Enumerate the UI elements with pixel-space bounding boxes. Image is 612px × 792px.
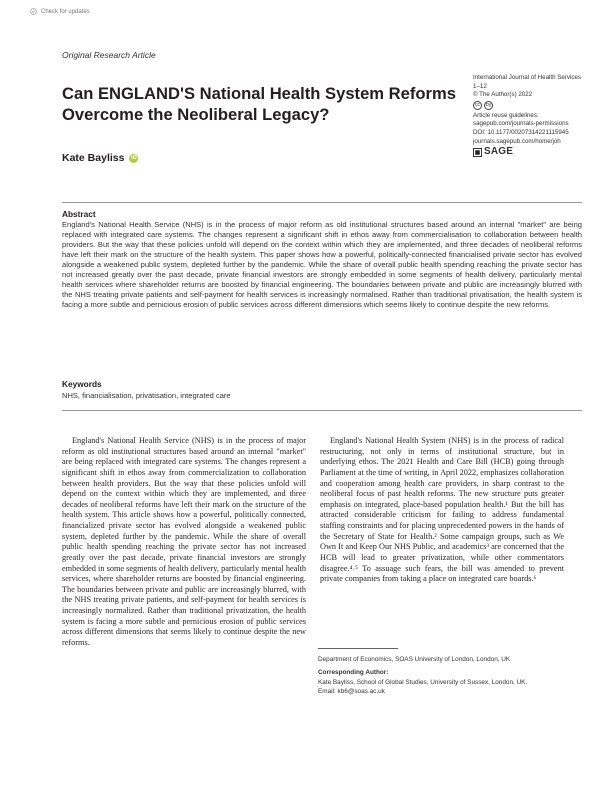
- footnote-rule: [318, 648, 398, 649]
- abstract-heading: Abstract: [62, 209, 96, 219]
- journal-info: [473, 74, 583, 157]
- body-column-left: England's National Health Service (NHS) is in the process of major reform as old institutional structures based around an internal "market" are being replaced with integrated care systems. The changes represent a significant shift in ethos away from commercialization to collaboration between health providers. But the way that these policies unfold will depend on the context within which they are implemented, and three decades of neoliberal reforms have left their mark on the structure of the health system. This article shows how a powerful, politically connected, financialized private sector has evolved alongside a weakened public system, depleted further by the pandemic. While the share of overall public health spending reaching the private sector has not increased greatly over the past decade, private financial investors are strongly embedded in some segments of health delivery, particularly mental health services, where shareholder returns are boosted by financial engineering. The boundaries between private and public are increasingly blurred, with the NHS treating private patients, and self-payment for health services is increasingly normalized. Rather than traditional privatization, the health system is facing a more subtle and pernicious erosion of public services across different dimensions that seems likely to continue despite the new reforms.: [62, 436, 306, 647]
- author: [62, 152, 138, 164]
- reuse-label: Article reuse guidelines:: [473, 111, 539, 119]
- keywords-heading: Keywords: [62, 379, 102, 389]
- update-badge-icon: [30, 8, 37, 15]
- copyright: © The Author(s) 2022: [473, 91, 533, 99]
- corresponding-author-email[interactable]: Email: kb6@soas.ac.uk: [318, 687, 385, 695]
- abstract-bottom-rule: [62, 410, 582, 411]
- by-icon: by: [485, 101, 492, 108]
- permissions-link[interactable]: sagepub.com/journals-permissions: [473, 120, 569, 128]
- keywords-text: NHS, financialisation, privatisation, integrated care: [62, 391, 231, 400]
- article-type: Original Research Article: [62, 50, 156, 60]
- journal-home-link[interactable]: journals.sagepub.com/home/joh: [473, 137, 561, 145]
- update-badge-label: Check for updates: [41, 8, 90, 15]
- footnotes: [318, 655, 582, 696]
- sage-logo: [473, 148, 583, 157]
- check-for-updates-badge[interactable]: [30, 8, 90, 15]
- corresponding-author-address: Kate Bayliss, School of Global Studies, University of Sussex, London, UK.: [318, 678, 528, 686]
- journal-pages: 1–12: [473, 82, 487, 90]
- journal-name: International Journal of Health Services: [473, 74, 581, 81]
- affiliation: Department of Economics, SOAS University of London, London, UK: [318, 656, 511, 663]
- author-name[interactable]: Kate Bayliss: [62, 152, 125, 164]
- doi[interactable]: DOI: 10.1177/00207314221115945: [473, 128, 569, 136]
- cc-license-icons[interactable]: [473, 101, 583, 110]
- orcid-icon[interactable]: iD: [131, 155, 137, 161]
- article-title: Can ENGLAND'S National Health System Reforms Overcome the Neoliberal Legacy?: [62, 84, 456, 124]
- cc-icon: cc: [475, 101, 480, 108]
- sage-wordmark: SAGE: [484, 146, 514, 158]
- abstract-top-rule: [62, 202, 582, 203]
- corresponding-author-heading: Corresponding Author:: [318, 669, 389, 677]
- body-column-right: England's National Health System (NHS) is in the process of radical restructuring, not only in terms of institutional structure, but in underlying ethos. The 2021 Health and Care Bill (HCB) going through Parliament at the time of writing, in April 2022, emphasizes collaboration and cooperation among health care providers, in sharp contrast to the neoliberal focus of past health reforms. The new structure puts greater emphasis on integrated, place-based population health.¹ But the bill has attracted considerable criticism for failing to address fundamental staffing constraints and for placing unprecedented powers in the hands of the Secretary of State for Health.² Some campaign groups, such as We Own It and Keep Our NHS Public, and academics³ are concerned that the HCB will lead to greater privatization, while other commentators disagree.⁴˒⁵ To assuage such fears, the bill was amended to prevent private companies from taking a place on integrated care boards.⁶: [320, 436, 564, 584]
- sage-mark-icon: [473, 148, 482, 157]
- abstract-text: England's National Health Service (NHS) is in the process of major reform as old institutional structures based around an internal "market" are being replaced with integrated care systems. The changes represent a significant shift in ethos away from commercialisation to collaboration between health providers. But the way that these policies unfold will depend on the context within which they are implemented, and three decades of neoliberal reforms have left their mark on the structure of the health system. This paper shows how a powerful, politically-connected financialised private sector has evolved alongside a weakened public system, depleted further by the pandemic. While the share of overall public health spending reaching the private sector has not increased greatly over the past decade, private financial investors are strongly embedded in some segments of health delivery, particularly mental health services where shareholder returns are boosted by financial engineering. The boundaries between private and public are increasingly blurred with the NHS treating private patients and self-payment for health services is increasingly normalised. Rather than traditional privatisation, the health system is facing a more subtle and pernicious erosion of public services across different dimensions which seems likely to continue despite the new reforms.: [62, 220, 582, 310]
